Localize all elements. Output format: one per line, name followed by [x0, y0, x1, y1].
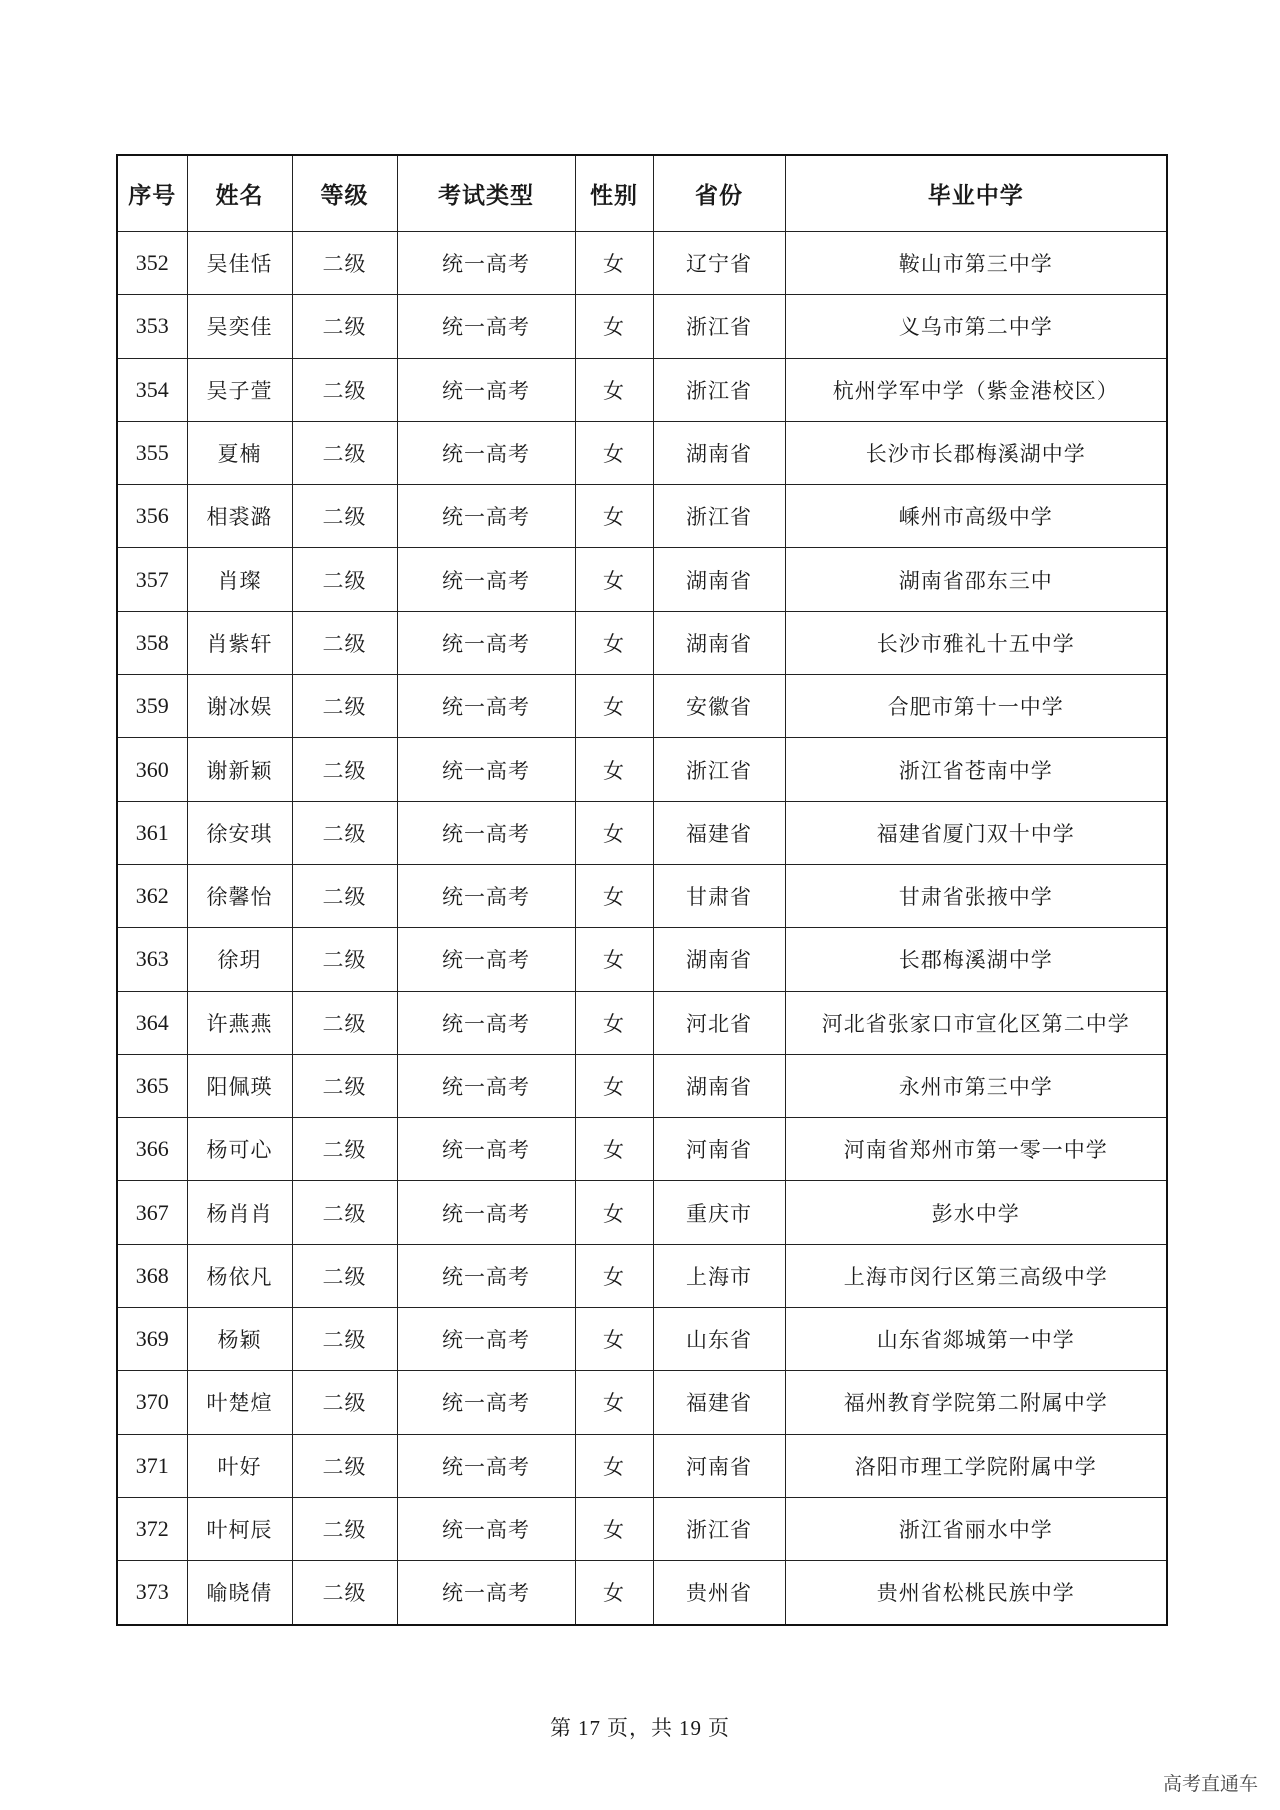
cell-high-school: 嵊州市高级中学: [785, 485, 1167, 548]
cell-province: 重庆市: [653, 1181, 785, 1244]
table-row: [117, 611, 1167, 674]
cell-high-school: 洛阳市理工学院附属中学: [785, 1434, 1167, 1497]
table-row: [117, 485, 1167, 548]
footer-middle: 页，共: [607, 1716, 673, 1740]
cell-exam-type: 统一高考: [397, 738, 575, 801]
cell-name: 谢冰娱: [187, 675, 292, 738]
cell-high-school: 永州市第三中学: [785, 1054, 1167, 1117]
cell-level: 二级: [292, 1371, 397, 1434]
cell-gender: 女: [575, 1434, 653, 1497]
cell-gender: 女: [575, 928, 653, 991]
table-row: [117, 1434, 1167, 1497]
cell-gender: 女: [575, 738, 653, 801]
cell-name: 夏楠: [187, 421, 292, 484]
cell-exam-type: 统一高考: [397, 1054, 575, 1117]
cell-exam-type: 统一高考: [397, 864, 575, 927]
cell-exam-type: 统一高考: [397, 1371, 575, 1434]
cell-province: 湖南省: [653, 421, 785, 484]
cell-exam-type: 统一高考: [397, 675, 575, 738]
cell-gender: 女: [575, 295, 653, 358]
cell-seq: 373: [117, 1561, 187, 1625]
cell-high-school: 鞍山市第三中学: [785, 232, 1167, 295]
cell-gender: 女: [575, 991, 653, 1054]
cell-seq: 359: [117, 675, 187, 738]
footer-suffix: 页: [708, 1716, 730, 1740]
cell-level: 二级: [292, 1497, 397, 1560]
cell-exam-type: 统一高考: [397, 548, 575, 611]
cell-exam-type: 统一高考: [397, 1308, 575, 1371]
cell-name: 徐馨怡: [187, 864, 292, 927]
cell-high-school: 福州教育学院第二附属中学: [785, 1371, 1167, 1434]
cell-seq: 368: [117, 1244, 187, 1307]
cell-name: 吴子萱: [187, 358, 292, 421]
cell-name: 吴奕佳: [187, 295, 292, 358]
cell-seq: 367: [117, 1181, 187, 1244]
header-row: [117, 155, 1167, 232]
page-footer: [0, 1712, 1280, 1742]
cell-level: 二级: [292, 1181, 397, 1244]
cell-seq: 352: [117, 232, 187, 295]
cell-level: 二级: [292, 1434, 397, 1497]
cell-gender: 女: [575, 1308, 653, 1371]
cell-gender: 女: [575, 421, 653, 484]
cell-province: 浙江省: [653, 738, 785, 801]
cell-seq: 356: [117, 485, 187, 548]
cell-high-school: 河南省郑州市第一零一中学: [785, 1118, 1167, 1181]
cell-name: 许燕燕: [187, 991, 292, 1054]
cell-gender: 女: [575, 1181, 653, 1244]
cell-seq: 355: [117, 421, 187, 484]
cell-level: 二级: [292, 801, 397, 864]
cell-level: 二级: [292, 485, 397, 548]
cell-gender: 女: [575, 232, 653, 295]
cell-level: 二级: [292, 1561, 397, 1625]
cell-gender: 女: [575, 1371, 653, 1434]
cell-name: 吴佳恬: [187, 232, 292, 295]
cell-gender: 女: [575, 1118, 653, 1181]
cell-exam-type: 统一高考: [397, 421, 575, 484]
cell-name: 叶柯辰: [187, 1497, 292, 1560]
cell-high-school: 合肥市第十一中学: [785, 675, 1167, 738]
cell-level: 二级: [292, 548, 397, 611]
table-row: [117, 1497, 1167, 1560]
header-gender: 性别: [575, 155, 653, 232]
header-seq: 序号: [117, 155, 187, 232]
cell-high-school: 长郡梅溪湖中学: [785, 928, 1167, 991]
cell-name: 杨肖肖: [187, 1181, 292, 1244]
student-roster-table: [116, 154, 1168, 1626]
cell-province: 湖南省: [653, 1054, 785, 1117]
cell-level: 二级: [292, 675, 397, 738]
cell-level: 二级: [292, 1118, 397, 1181]
cell-level: 二级: [292, 738, 397, 801]
cell-province: 湖南省: [653, 928, 785, 991]
footer-total-pages: 19: [679, 1716, 702, 1740]
cell-seq: 361: [117, 801, 187, 864]
cell-province: 辽宁省: [653, 232, 785, 295]
cell-exam-type: 统一高考: [397, 1434, 575, 1497]
cell-exam-type: 统一高考: [397, 1561, 575, 1625]
cell-province: 贵州省: [653, 1561, 785, 1625]
cell-level: 二级: [292, 1054, 397, 1117]
cell-name: 相裘潞: [187, 485, 292, 548]
table-row: [117, 1118, 1167, 1181]
table-row: [117, 358, 1167, 421]
cell-gender: 女: [575, 358, 653, 421]
cell-exam-type: 统一高考: [397, 1118, 575, 1181]
cell-name: 叶好: [187, 1434, 292, 1497]
cell-name: 肖璨: [187, 548, 292, 611]
cell-high-school: 彭水中学: [785, 1181, 1167, 1244]
cell-province: 河南省: [653, 1434, 785, 1497]
cell-gender: 女: [575, 1561, 653, 1625]
cell-seq: 362: [117, 864, 187, 927]
cell-exam-type: 统一高考: [397, 1181, 575, 1244]
cell-seq: 364: [117, 991, 187, 1054]
header-exam-type: 考试类型: [397, 155, 575, 232]
cell-province: 安徽省: [653, 675, 785, 738]
cell-exam-type: 统一高考: [397, 1244, 575, 1307]
cell-gender: 女: [575, 1054, 653, 1117]
table-row: [117, 1181, 1167, 1244]
cell-level: 二级: [292, 295, 397, 358]
cell-province: 福建省: [653, 1371, 785, 1434]
cell-exam-type: 统一高考: [397, 358, 575, 421]
cell-seq: 363: [117, 928, 187, 991]
cell-high-school: 湖南省邵东三中: [785, 548, 1167, 611]
table-row: [117, 991, 1167, 1054]
cell-name: 喻晓倩: [187, 1561, 292, 1625]
table-row: [117, 1054, 1167, 1117]
cell-high-school: 河北省张家口市宣化区第二中学: [785, 991, 1167, 1054]
cell-exam-type: 统一高考: [397, 485, 575, 548]
cell-gender: 女: [575, 801, 653, 864]
footer-page-number: 17: [578, 1716, 601, 1740]
cell-name: 叶楚煊: [187, 1371, 292, 1434]
cell-name: 杨依凡: [187, 1244, 292, 1307]
table-row: [117, 1244, 1167, 1307]
cell-seq: 357: [117, 548, 187, 611]
cell-level: 二级: [292, 1244, 397, 1307]
table-row: [117, 675, 1167, 738]
cell-high-school: 义乌市第二中学: [785, 295, 1167, 358]
table-row: [117, 232, 1167, 295]
cell-level: 二级: [292, 611, 397, 674]
cell-name: 杨颖: [187, 1308, 292, 1371]
cell-exam-type: 统一高考: [397, 801, 575, 864]
cell-gender: 女: [575, 864, 653, 927]
cell-high-school: 福建省厦门双十中学: [785, 801, 1167, 864]
cell-province: 河南省: [653, 1118, 785, 1181]
footer-prefix: 第: [550, 1716, 572, 1740]
table-row: [117, 295, 1167, 358]
table-row: [117, 864, 1167, 927]
cell-exam-type: 统一高考: [397, 232, 575, 295]
table-row: [117, 548, 1167, 611]
cell-seq: 369: [117, 1308, 187, 1371]
cell-gender: 女: [575, 611, 653, 674]
table-row: [117, 1561, 1167, 1625]
cell-name: 杨可心: [187, 1118, 292, 1181]
cell-level: 二级: [292, 928, 397, 991]
cell-province: 浙江省: [653, 295, 785, 358]
cell-gender: 女: [575, 675, 653, 738]
cell-high-school: 长沙市长郡梅溪湖中学: [785, 421, 1167, 484]
cell-name: 徐安琪: [187, 801, 292, 864]
cell-exam-type: 统一高考: [397, 1497, 575, 1560]
cell-gender: 女: [575, 548, 653, 611]
cell-seq: 360: [117, 738, 187, 801]
cell-name: 阳佩瑛: [187, 1054, 292, 1117]
cell-high-school: 上海市闵行区第三高级中学: [785, 1244, 1167, 1307]
cell-exam-type: 统一高考: [397, 611, 575, 674]
cell-level: 二级: [292, 421, 397, 484]
cell-seq: 358: [117, 611, 187, 674]
cell-high-school: 浙江省苍南中学: [785, 738, 1167, 801]
cell-high-school: 浙江省丽水中学: [785, 1497, 1167, 1560]
cell-name: 徐玥: [187, 928, 292, 991]
cell-exam-type: 统一高考: [397, 928, 575, 991]
cell-seq: 370: [117, 1371, 187, 1434]
cell-level: 二级: [292, 864, 397, 927]
cell-level: 二级: [292, 1308, 397, 1371]
cell-province: 福建省: [653, 801, 785, 864]
cell-seq: 372: [117, 1497, 187, 1560]
cell-exam-type: 统一高考: [397, 295, 575, 358]
cell-gender: 女: [575, 485, 653, 548]
header-high-school: 毕业中学: [785, 155, 1167, 232]
cell-seq: 371: [117, 1434, 187, 1497]
table-row: [117, 1371, 1167, 1434]
cell-name: 肖紫轩: [187, 611, 292, 674]
cell-province: 河北省: [653, 991, 785, 1054]
cell-gender: 女: [575, 1497, 653, 1560]
cell-level: 二级: [292, 232, 397, 295]
table-row: [117, 928, 1167, 991]
cell-high-school: 杭州学军中学（紫金港校区）: [785, 358, 1167, 421]
cell-seq: 366: [117, 1118, 187, 1181]
cell-level: 二级: [292, 358, 397, 421]
cell-province: 甘肃省: [653, 864, 785, 927]
cell-province: 上海市: [653, 1244, 785, 1307]
cell-level: 二级: [292, 991, 397, 1054]
table-row: [117, 738, 1167, 801]
cell-province: 浙江省: [653, 1497, 785, 1560]
cell-province: 浙江省: [653, 358, 785, 421]
cell-seq: 353: [117, 295, 187, 358]
table-row: [117, 1308, 1167, 1371]
table-row: [117, 801, 1167, 864]
cell-gender: 女: [575, 1244, 653, 1307]
table-header: [117, 155, 1167, 232]
table-row: [117, 421, 1167, 484]
cell-seq: 354: [117, 358, 187, 421]
header-province: 省份: [653, 155, 785, 232]
cell-province: 浙江省: [653, 485, 785, 548]
header-level: 等级: [292, 155, 397, 232]
cell-high-school: 长沙市雅礼十五中学: [785, 611, 1167, 674]
cell-name: 谢新颖: [187, 738, 292, 801]
cell-province: 山东省: [653, 1308, 785, 1371]
cell-seq: 365: [117, 1054, 187, 1117]
table-body: [117, 232, 1167, 1625]
watermark: 高考直通车: [1162, 1773, 1258, 1795]
cell-province: 湖南省: [653, 611, 785, 674]
cell-exam-type: 统一高考: [397, 991, 575, 1054]
cell-high-school: 山东省郯城第一中学: [785, 1308, 1167, 1371]
cell-high-school: 贵州省松桃民族中学: [785, 1561, 1167, 1625]
header-name: 姓名: [187, 155, 292, 232]
cell-province: 湖南省: [653, 548, 785, 611]
cell-high-school: 甘肃省张掖中学: [785, 864, 1167, 927]
